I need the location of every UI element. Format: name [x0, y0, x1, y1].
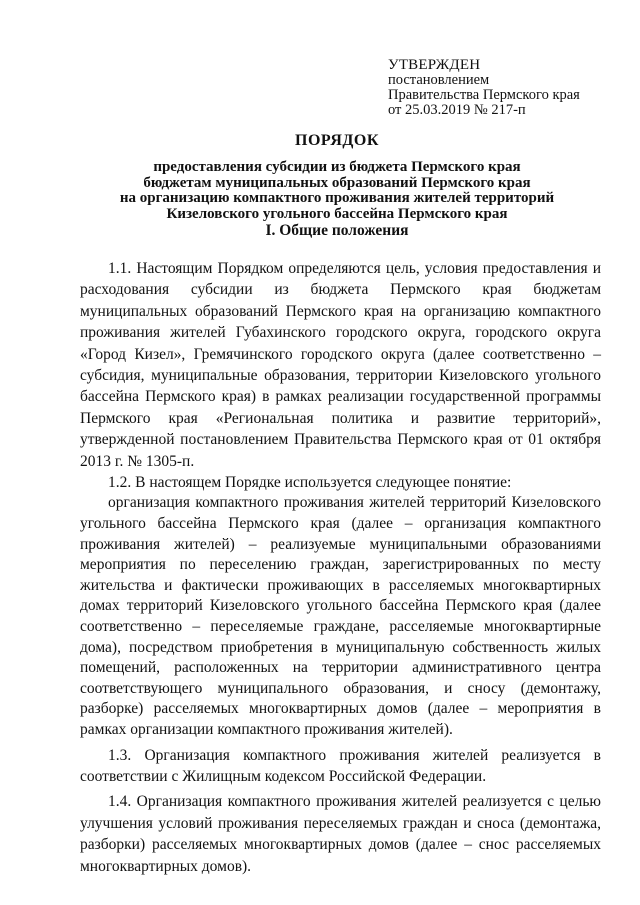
document-subtitle-line: предоставления субсидии из бюджета Пермского края — [153, 159, 521, 175]
paragraph-1-1: 1.1. Настоящим Порядком определяются цель, условия предоставления и расходования субсидии из бюджета Пермского края бюджетам муниципальных образований Пермского края на организацию компактного проживания жителей Губахинского городского округа, городского округа «Город Кизел», Гремячинского городского округа (далее соответственно – субсидия, муниципальные образования, территории Кизеловского угольного бассейна Пермского края) в рамках реализации государственной программы Пермского края «Региональная политика и развитие территорий», утвержденной постановлением Правительства Пермского края от 01 октября 2013 г. № 1305-п. — [80, 260, 601, 470]
document-subtitle-line: Кизеловского угольного бассейна Пермского края — [166, 205, 508, 222]
document-title: ПОРЯДОК — [295, 132, 379, 149]
approval-line: постановлением — [388, 72, 490, 88]
document-title-block — [72, 132, 602, 222]
section-heading: I. Общие положения — [265, 222, 409, 239]
approval-title: УТВЕРЖДЕН — [388, 57, 481, 73]
document-subtitle-line: на организацию компактного проживания жителей территорий — [119, 190, 555, 206]
document-body — [80, 258, 601, 877]
paragraph-1-2: 1.2. В настоящем Порядке используется следующее понятие: — [108, 474, 512, 492]
document-subtitle-line: бюджетам муниципальных образований Пермского края — [143, 174, 531, 191]
approval-date-number: от 25.03.2019 № 217-п — [388, 102, 526, 118]
paragraph-1-2-definition: организация компактного проживания жителей территорий Кизеловского угольного бассейна Пермского края (далее – организация компактного проживания жителей) – реализуемые муниципальными образованиями мероприятия по переселению граждан, зарегистрированных по месту жительства и фактически проживающих в расселяемых многоквартирных домах территорий Кизеловского угольного бассейна Пермского края (далее соответственно – переселяемые граждане, расселяемые многоквартирные дома), посредством приобретения в муниципальную собственность жилых помещений, расположенных на территории административного центра соответствующего муниципального образования, и сносу (демонтажу, разборке) расселяемых многоквартирных домов (далее – мероприятия в рамках организации компактного проживания жителей). — [80, 494, 601, 738]
paragraph-1-3: 1.3. Организация компактного проживания жителей реализуется в соответствии с Жилищным кодексом Российской Федерации. — [80, 746, 601, 785]
approval-line: Правительства Пермского края — [388, 87, 580, 103]
approval-stamp — [388, 58, 580, 118]
paragraph-1-4: 1.4. Организация компактного проживания жителей реализуется с целью улучшения условий проживания переселяемых граждан и сноса (демонтажа, разборки) расселяемых многоквартирных домов (далее – снос расселяемых многоквартирных домов). — [80, 793, 601, 875]
